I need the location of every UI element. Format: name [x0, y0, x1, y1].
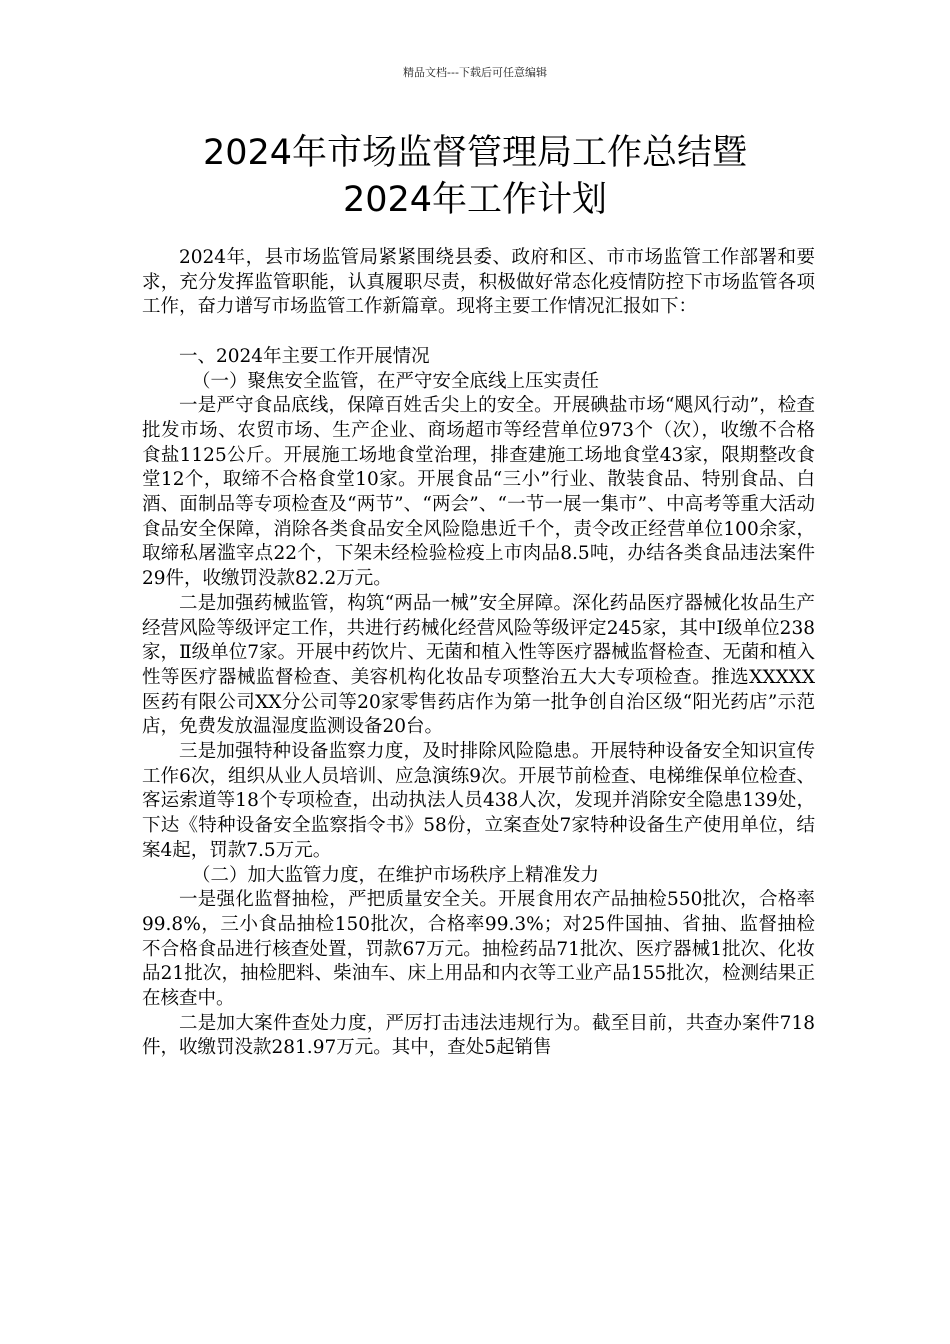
intro-paragraph: 2024年，县市场监管局紧紧围绕县委、政府和区、市市场监管工作部署和要求，充分发挥监管职能，认真履职尽责，积极做好常态化疫情防控下市场监管各项工作，奋力谱写市场监管工作新篇章。现将主要工作情况汇报如下： — [142, 247, 815, 318]
drug-device-paragraph: 二是加强药械监管，构筑“两品一械”安全屏障。深化药品医疗器械化妆品生产经营风险等级评定工作，共进行药械化经营风险等级评定245家，其中Ⅰ级单位238家，Ⅱ级单位7家。开展中药饮片、无菌和植入性等医疗器械监督检查、无菌和植入性等医疗器械监督检查、美容机构化妆品专项整治五大大专项检查。推选XXXXX医药有限公司XX分公司等20家零售药店作为第一批争创自治区级“阳光药店”示范店，免费发放温湿度监测设备20台。 — [142, 592, 815, 738]
page-header-note: 精品文档---下载后可任意编辑 — [403, 66, 547, 79]
subsection-heading: （二）加大监管力度，在维护市场秩序上精准发力 — [191, 864, 599, 886]
case-handling-paragraph: 二是加大案件查处力度，严厉打击违法违规行为。截至目前，共查办案件718件，收缴罚没款281.97万元。其中，查处5起销售 — [142, 1012, 815, 1059]
document-body — [142, 246, 815, 1061]
food-safety-paragraph: 一是严守食品底线，保障百姓舌尖上的安全。开展碘盐市场“飓风行动”，检查批发市场、农贸市场、生产企业、商场超市等经营单位973个（次），收缴不合格食盐1125公斤。开展施工场地食堂治理，排查建施工场地食堂43家，限期整改食堂12个，取缔不合格食堂10家。开展食品“三小”行业、散装食品、特别食品、白酒、面制品等专项检查及“两节”、“两会”、“一节一展一集市”、中高考等重大活动食品安全保障，消除各类食品安全风险隐患近千个，责令改正经营单位100余家，取缔私屠滥宰点22个，下架未经检验检疫上市肉品8.5吨，办结各类食品违法案件29件，收缴罚没款82.2万元。 — [142, 395, 815, 590]
document-title-line-1: 2024年市场监督管理局工作总结暨 — [202, 133, 748, 173]
special-equipment-paragraph: 三是加强特种设备监察力度，及时排除风险隐患。开展特种设备安全知识宣传工作6次，组织从业人员培训、应急演练9次。开展节前检查、电梯维保单位检查、客运索道等18个专项检查，出动执法人员438人次，发现并消除安全隐患139处，下达《特种设备安全监察指令书》58份，立案查处7家特种设备生产使用单位，结案4起，罚款7.5万元。 — [142, 741, 815, 861]
section-heading: 一、2024年主要工作开展情况 — [179, 345, 430, 367]
sampling-inspection-paragraph: 一是强化监督抽检，严把质量安全关。开展食用农产品抽检550批次，合格率99.8%，三小食品抽检150批次，合格率99.3%；对25件国抽、省抽、监督抽检不合格食品进行核查处置，罚款67万元。抽检药品71批次、医疗器械1批次、化妆品21批次，抽检肥料、柴油车、床上用品和内衣等工业产品155批次，检测结果正在核查中。 — [142, 889, 815, 1010]
document-title-line-2: 2024年工作计划 — [342, 180, 608, 220]
subsection-heading: （一）聚焦安全监管，在严守安全底线上压实责任 — [191, 370, 599, 392]
